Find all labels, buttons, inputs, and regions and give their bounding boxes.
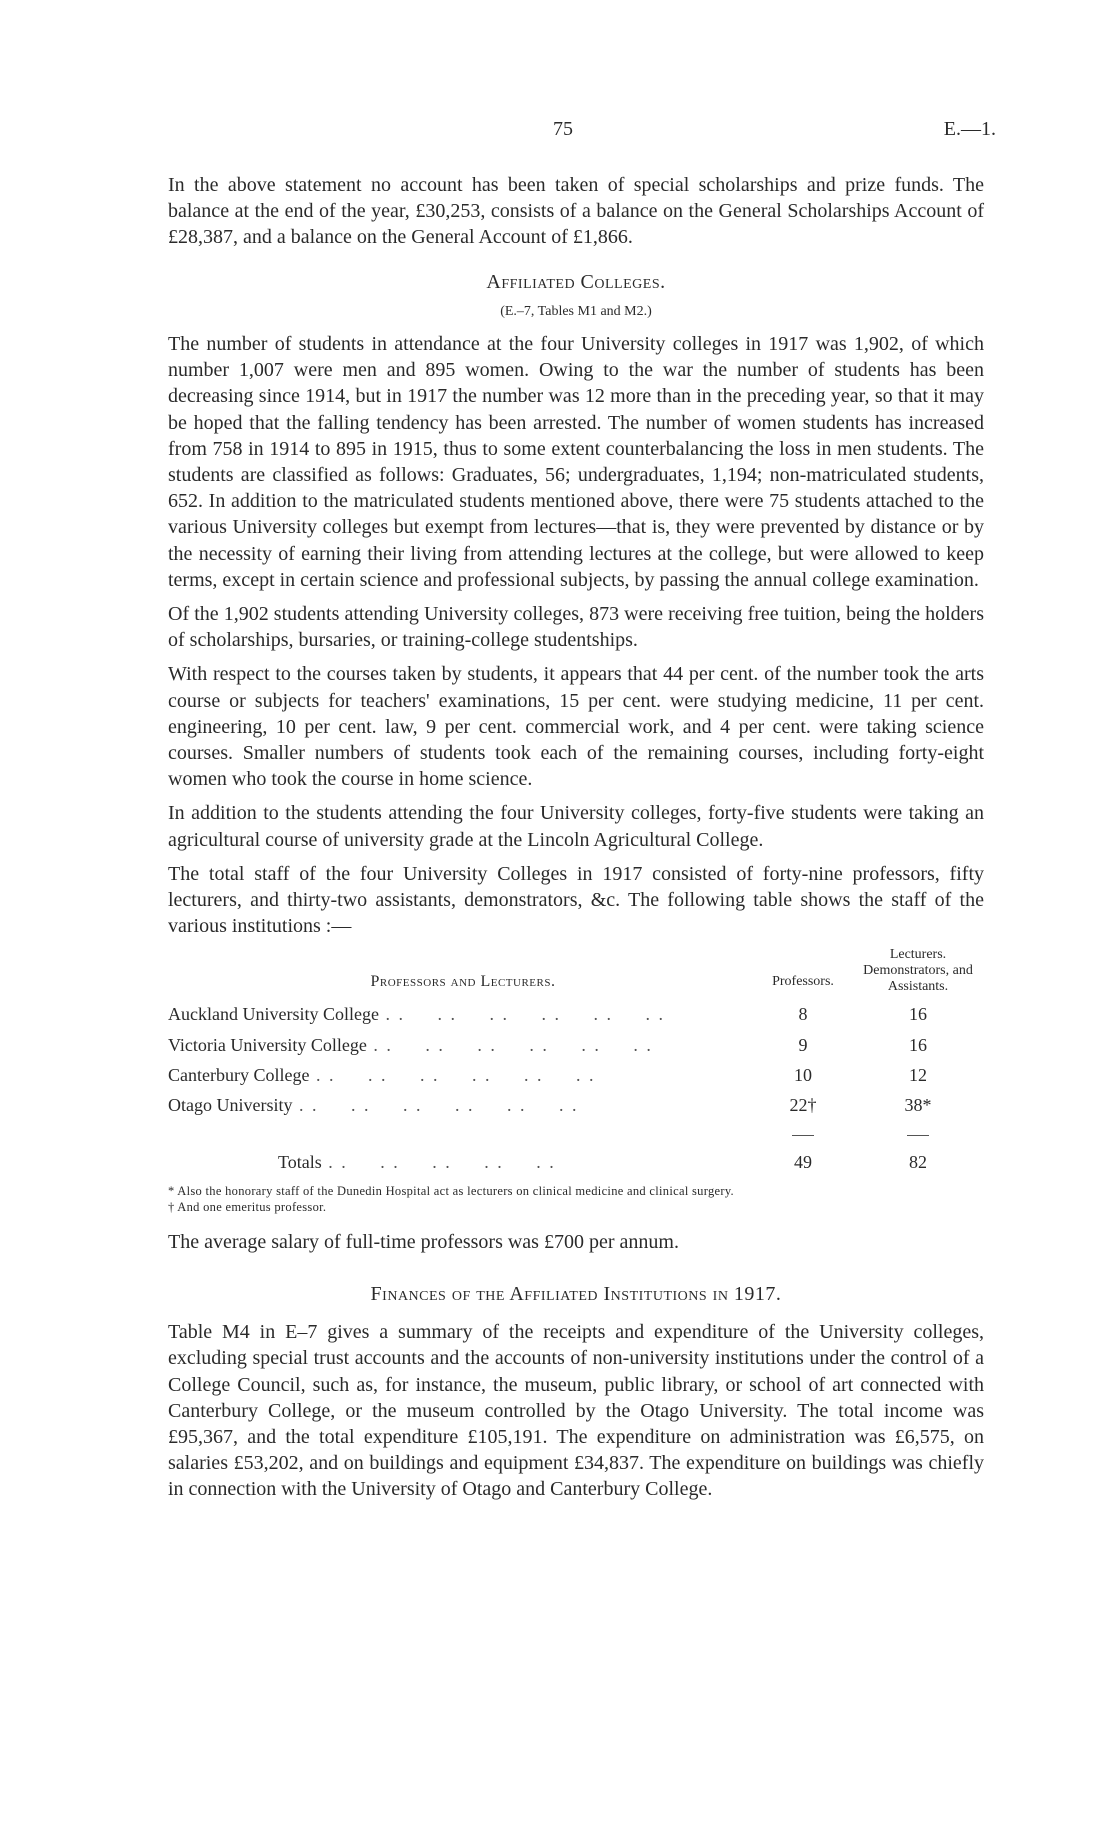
table-footnotes bbox=[168, 1183, 984, 1215]
footnote-asterisk: * Also the honorary staff of the Dunedin Hospital act as lecturers on clinical medicine and clinical surgery. bbox=[168, 1183, 734, 1198]
totals-label: Totals . . bbox=[168, 1147, 758, 1177]
paragraph-courses: With respect to the courses taken by students, it appears that 44 per cent. of the number took the arts course or subjects for teachers' examinations, 15 per cent. were studying medicine, 11 per cent. engineering, 10 per cent. law, 9 per cent. commercial work, and 4 per cent. were taking science courses. Smaller numbers of students took each of the remaining courses, including forty-eight women who took the course in home science. bbox=[168, 663, 984, 791]
document-reference: E.—1. bbox=[943, 118, 996, 140]
paragraph-salary: The average salary of full-time professors was £700 per annum. bbox=[168, 1230, 679, 1253]
professors-count: 10 bbox=[794, 1064, 812, 1085]
table-header-row bbox=[168, 947, 988, 999]
lecturers-count: 16 bbox=[909, 1034, 927, 1055]
intro-paragraph: In the above statement no account has been taken of special scholarships and prize funds. The balance at the end of the year, £30,253, consists of a balance on the General Scholarships Account of £28,387, and a balance on the General Account of £1,866. bbox=[168, 174, 984, 249]
lecturers-count: 16 bbox=[909, 1004, 927, 1025]
paragraph-finances: Table M4 in E–7 gives a summary of the receipts and expenditure of the University colleges, excluding special trust accounts and the accounts of non-university institutions under the control of a College Council, such as, for instance, the museum, public library, or school of art connected with Canterbury College, or the museum controlled by the Otago University. The total income was £95,367, and the total expenditure £105,191. The expenditure on administration was £6,575, on salaries £53,202, and on buildings and equipment £34,837. The expenditure on buildings was chiefly in connection with the University of Otago and Canterbury College. bbox=[168, 1321, 984, 1501]
totals-row bbox=[168, 1147, 988, 1177]
lecturers-count: 38* bbox=[904, 1095, 932, 1116]
rule-dash bbox=[792, 1135, 814, 1136]
professors-count: 9 bbox=[798, 1034, 808, 1055]
section-subreference: (E.–7, Tables M1 and M2.) bbox=[500, 303, 652, 319]
paragraph-lincoln: In addition to the students attending the four University colleges, forty-five students were taking an agricultural course of university grade at the Lincoln Agricultural College. bbox=[168, 802, 984, 851]
staff-table bbox=[168, 947, 988, 1176]
rule-dash bbox=[907, 1135, 929, 1136]
table-row bbox=[168, 1030, 988, 1060]
page-header bbox=[0, 118, 1114, 148]
totals-professors: 49 bbox=[794, 1151, 812, 1172]
table-row bbox=[168, 1090, 988, 1120]
institution-name: Auckland University College . . bbox=[168, 999, 758, 1029]
institution-name: Canterbury College . . bbox=[168, 1060, 758, 1090]
page-number: 75 bbox=[553, 118, 573, 140]
professors-count: 8 bbox=[798, 1004, 808, 1025]
footnote-dagger: † And one emeritus professor. bbox=[168, 1199, 327, 1214]
paragraph-staff: The total staff of the four University Colleges in 1917 consisted of forty-nine professors, fifty lecturers, and thirty-two assistants, demonstrators, &c. The following table shows the staff of the various institutions :— bbox=[168, 862, 984, 938]
institution-name: Otago University . . bbox=[168, 1090, 758, 1120]
table-row bbox=[168, 1060, 988, 1090]
header-lecturers: Lecturers. Demonstrators, and Assistants. bbox=[863, 947, 973, 995]
professors-count: 22† bbox=[789, 1095, 817, 1116]
paragraph-free-tuition: Of the 1,902 students attending University colleges, 873 were receiving free tuition, being the holders of scholarships, bursaries, or training-college studentships. bbox=[168, 603, 984, 652]
section-heading-finances: Finances of the Affiliated Institutions in 1917. bbox=[370, 1282, 782, 1305]
header-institution: Professors and Lecturers. bbox=[370, 973, 556, 991]
totals-lecturers: 82 bbox=[909, 1151, 927, 1172]
header-professors: Professors. bbox=[772, 974, 834, 990]
institution-name: Victoria University College . . bbox=[168, 1030, 758, 1060]
lecturers-count: 12 bbox=[909, 1064, 927, 1085]
page-body bbox=[168, 172, 984, 1511]
section-heading-affiliated-colleges: Affiliated Colleges. bbox=[486, 270, 666, 293]
totals-rule bbox=[168, 1120, 988, 1146]
paragraph-student-numbers: The number of students in attendance at the four University colleges in 1917 was 1,902, of which number 1,007 were men and 895 women. Owing to the war the number of students has been decreasing since 1914, but in 1917 the number was 12 more than in the preceding year, so that it may be hoped that the falling tendency has been arrested. The number of women students has increased from 758 in 1914 to 895 in 1915, thus to some extent counterbalancing the loss in men students. The students are classified as follows: Graduates, 56; undergraduates, 1,194; non-matriculated students, 652. In addition to the matriculated students mentioned above, there were 75 students attached to the various University colleges but exempt from lectures—that is, they were prevented by distance or by the necessity of earning their living from attending lectures at the college, but were allowed to keep terms, except in certain science and professional subjects, by passing the annual college examination. bbox=[168, 333, 984, 591]
table-row bbox=[168, 999, 988, 1029]
